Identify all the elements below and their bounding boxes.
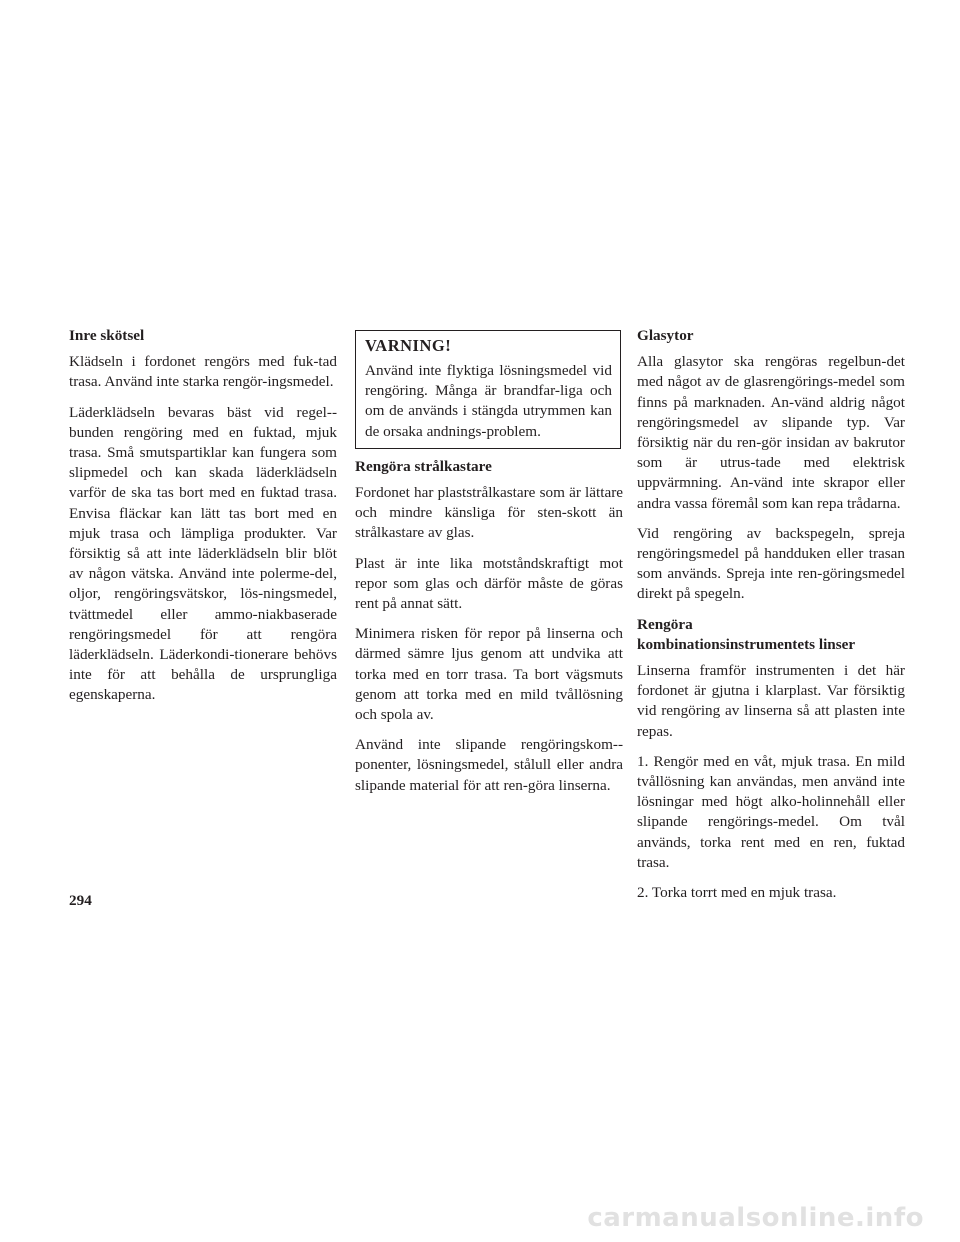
- heading-glasytor: Glasytor: [637, 327, 694, 344]
- list-item-1: 1. Rengör med en våt, mjuk trasa. En mild tvållösning kan användas, men använd inte lösningar med högt alko-holinnehåll eller slipande rengörings-medel. Om tvål används, torka rent med en ren, fuktad trasa.: [637, 752, 905, 871]
- column-right: [637, 326, 905, 913]
- page-number: 294: [69, 892, 92, 909]
- warning-box: [355, 330, 621, 449]
- paragraph-slipande: Använd inte slipande rengöringskom-ponenter, lösningsmedel, stålull eller andra slipande material för att ren-göra linserna.: [355, 736, 623, 794]
- paragraph-kladsel: Klädseln i fordonet rengörs med fuk-tad trasa. Använd inte starka rengör-ingsmedel.: [69, 353, 337, 391]
- paragraph-plast-repor: Plast är inte lika motståndskraftigt mot repor som glas och därför måste de göras rent på annat sätt.: [355, 554, 623, 613]
- paragraph-linser: Linserna framför instrumenten i det här fordonet är gjutna i klarplast. Var försiktig vid rengöring av linserna så att plasten inte repas.: [637, 662, 905, 740]
- paragraph-plaststralkastare: Fordonet har plaststrålkastare som är lättare och mindre känsliga för sten-skott än strålkastare av glas.: [355, 484, 623, 542]
- heading-instrumentlinser: [637, 615, 905, 655]
- paragraph-laderkladsel: Läderklädseln bevaras bäst vid regel-bunden rengöring med en fuktad, mjuk trasa. Små smutspartiklar kan fungera som slipmedel och kan skada läderklädseln varför de ska tas bort med en fuktad trasa. Envisa fläckar kan lätt tas bort med en mjuk trasa och lämpliga produkter. Var försiktig så att inte läderklädseln blir blöt av någon vätska. Använd inte polerme-del, oljor, rengöringsvätskor, lös-ningsmedel, tvättmedel eller ammo-niakbaserade rengöringsmedel för att rengöra läderklädseln. Läderkondi-tionerare behövs inte för att behålla de ursprungliga egenskaperna.: [69, 403, 337, 704]
- heading-inre-skotsel: Inre skötsel: [69, 327, 145, 344]
- heading-instrumentlinser-line2: kombinationsinstrumentets linser: [637, 635, 856, 653]
- paragraph-minimera-risken: Minimera risken för repor på linserna och därmed sämre ljus genom att undvika att torka med en torr trasa. Ta bort vägsmuts genom att torka med en mild tvållösning och spola av.: [355, 625, 623, 724]
- column-left: [69, 326, 337, 716]
- column-middle: [355, 326, 623, 806]
- paragraph-backspegel: Vid rengöring av backspegeln, spreja rengöringsmedel på handduken eller trasan som används. Spreja inte ren-göringsmedel direkt på spegeln.: [637, 524, 905, 603]
- list-item-2: 2. Torka torrt med en mjuk trasa.: [637, 884, 837, 902]
- watermark-logo: carmanualsonline.info: [587, 1203, 924, 1233]
- warning-title: VARNING!: [365, 336, 452, 355]
- heading-instrumentlinser-line1: Rengöra: [637, 615, 693, 633]
- heading-rengora-stralkastare: Rengöra strålkastare: [355, 457, 492, 475]
- paragraph-glasytor: Alla glasytor ska rengöras regelbun-det med något av de glasrengörings-medel som finns på marknaden. An-vänd aldrig något rengöringsmedel av slipande typ. Var försiktig när du ren-gör insidan av bakrutor som är utrus-tade med elektrisk uppvärmning. An-vänd inte skrapor eller andra vassa föremål som kan repa trådarna.: [637, 353, 905, 512]
- warning-text: Använd inte flyktiga lösningsmedel vid rengöring. Många är brandfar-liga och om de används i stängda utrymmen kan de orsaka andnings-problem.: [365, 362, 612, 440]
